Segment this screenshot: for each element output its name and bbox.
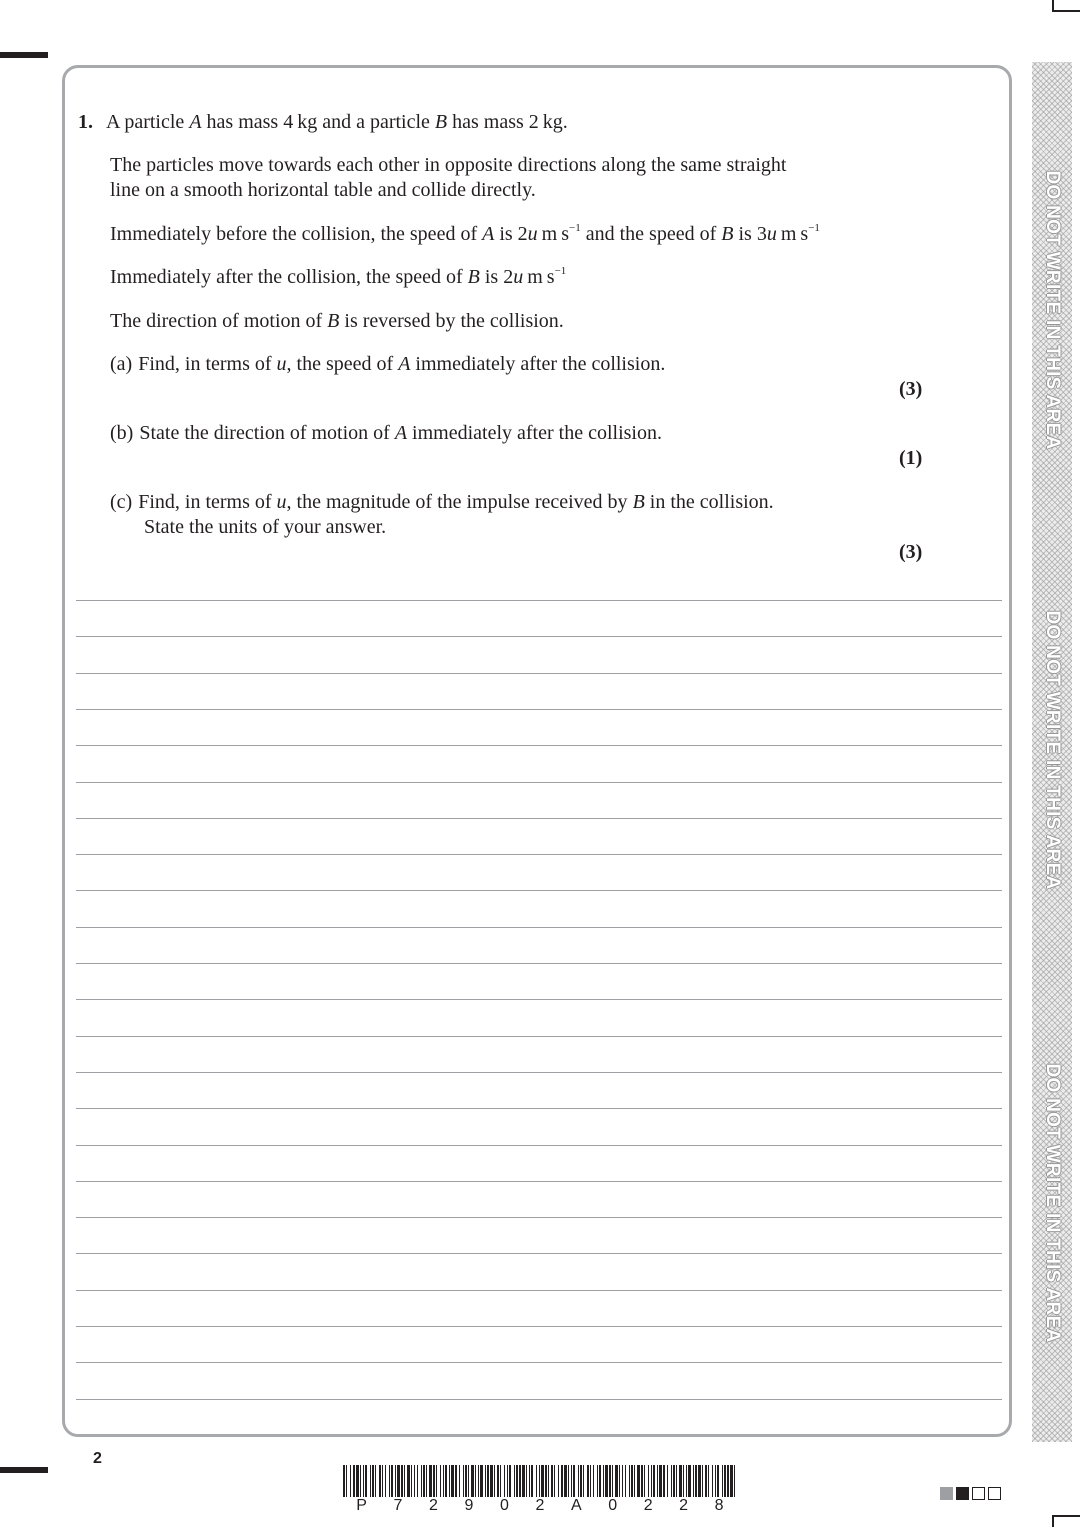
- answer-line: [76, 999, 1002, 1000]
- answer-line: [76, 600, 1002, 601]
- barcode-bar: [382, 1465, 383, 1497]
- barcode-bar: [407, 1465, 410, 1497]
- answer-line: [76, 1036, 1002, 1037]
- barcode-bar: [671, 1465, 672, 1497]
- do-not-write-notice-bottom: DO NOT WRITE IN THIS AREA: [1042, 1063, 1063, 1343]
- part-b-label: (b): [110, 422, 134, 444]
- barcode-bar: [712, 1465, 713, 1497]
- barcode-bar: [522, 1465, 525, 1497]
- barcode-bar: [545, 1465, 547, 1497]
- part-c-marks: (3): [899, 541, 923, 563]
- barcode-bar: [722, 1465, 723, 1497]
- barcode-bar: [471, 1465, 474, 1497]
- barcode-text: [343, 1497, 737, 1515]
- barcode-bar: [500, 1465, 501, 1497]
- answer-line: [76, 1290, 1002, 1291]
- barcode-bar: [676, 1465, 677, 1497]
- barcode-bar: [465, 1465, 467, 1497]
- barcode-bar: [702, 1465, 703, 1497]
- barcode-character: 0: [499, 1497, 509, 1514]
- barcode-bar: [436, 1465, 437, 1497]
- barcode-bar: [417, 1465, 418, 1497]
- page-number: 2: [93, 1450, 102, 1467]
- barcode-bar: [578, 1465, 579, 1497]
- barcode-bar: [443, 1465, 444, 1497]
- page-indicator-square-1: [940, 1487, 953, 1500]
- barcode-character: 8: [714, 1497, 724, 1514]
- barcode-bar: [597, 1465, 598, 1497]
- part-c-line-2: State the units of your answer.: [144, 516, 387, 538]
- barcode-bar: [648, 1465, 649, 1497]
- barcode-bar: [529, 1465, 530, 1497]
- crop-mark-bottom-right-vertical: [1052, 1515, 1054, 1527]
- barcode-bar: [516, 1465, 518, 1497]
- page-indicator-square-4: [988, 1487, 1001, 1500]
- answer-line: [76, 1108, 1002, 1109]
- barcode-bar: [370, 1465, 371, 1497]
- crop-mark-top-right-vertical: [1052, 0, 1054, 12]
- page-indicator-square-2: [956, 1487, 969, 1500]
- barcode-bar: [389, 1465, 390, 1497]
- barcode-bar: [497, 1465, 499, 1497]
- barcode-character: A: [570, 1497, 582, 1514]
- barcode-bar: [727, 1465, 729, 1497]
- answer-line: [76, 1072, 1002, 1073]
- barcode-bar: [531, 1465, 533, 1497]
- answer-line: [76, 709, 1002, 710]
- question-paragraph-2: Immediately before the collision, the speed of A is 2u m $s^{-1}$ and the speed of B is 3u m $s^{-1}$: [110, 222, 820, 245]
- barcode-character: P: [356, 1497, 367, 1514]
- barcode-bar: [558, 1465, 559, 1497]
- barcode-bar: [564, 1465, 567, 1497]
- barcode-bar: [451, 1465, 454, 1497]
- barcode-bar: [478, 1465, 479, 1497]
- barcode-bar: [372, 1465, 374, 1497]
- barcode-bar: [593, 1465, 594, 1497]
- question-paragraph-1: [110, 153, 786, 203]
- answer-line: [76, 1145, 1002, 1146]
- barcode-bar: [686, 1465, 687, 1497]
- barcode-bar: [590, 1465, 591, 1497]
- barcode-bar: [395, 1465, 396, 1497]
- barcode-bar: [433, 1465, 435, 1497]
- crop-mark-bottom-right-horizontal: [1052, 1515, 1080, 1517]
- barcode-bar: [612, 1465, 613, 1497]
- answer-line: [76, 636, 1002, 637]
- barcode-bar: [663, 1465, 665, 1497]
- barcode-bar: [554, 1465, 555, 1497]
- barcode-bar: [490, 1465, 493, 1497]
- answer-line: [76, 927, 1002, 928]
- barcode-bar: [375, 1465, 376, 1497]
- barcode-bar: [421, 1465, 422, 1497]
- answer-line: [76, 1217, 1002, 1218]
- barcode-bar: [715, 1465, 716, 1497]
- barcode-character: 2: [679, 1497, 689, 1514]
- barcode-bar: [468, 1465, 469, 1497]
- do-not-write-notice-middle: DO NOT WRITE IN THIS AREA: [1042, 610, 1063, 890]
- barcode-bar: [449, 1465, 450, 1497]
- answer-line: [76, 1253, 1002, 1254]
- barcode-character: 7: [393, 1497, 403, 1514]
- answer-line: [76, 818, 1002, 819]
- barcode-bar: [504, 1465, 505, 1497]
- barcode-bar: [657, 1465, 658, 1497]
- barcode-bar: [651, 1465, 652, 1497]
- barcode-bar: [514, 1465, 515, 1497]
- barcode-character: 2: [429, 1497, 438, 1514]
- crop-mark-top-left: [0, 52, 48, 58]
- barcode-bar: [644, 1465, 645, 1497]
- barcode-bar: [455, 1465, 457, 1497]
- barcode-bar: [494, 1465, 495, 1497]
- crop-mark-top-right-horizontal: [1052, 10, 1080, 12]
- page-indicator-square-3: [972, 1487, 985, 1500]
- barcode-bar: [622, 1465, 623, 1497]
- barcode-bar: [356, 1465, 359, 1497]
- barcode-bar: [653, 1465, 655, 1497]
- barcode-bar: [404, 1465, 405, 1497]
- barcode-bar: [487, 1465, 489, 1497]
- barcode-bar: [536, 1465, 537, 1497]
- question-intro: 1. A particle A has mass 4 kg and a particle B has mass 2 kg.: [78, 111, 568, 133]
- barcode-bar: [641, 1465, 643, 1497]
- part-c: (c) Find, in terms of u, the magnitude of the impulse received by B in the collision.: [110, 491, 774, 513]
- barcode-bar: [519, 1465, 521, 1497]
- answer-line: [76, 854, 1002, 855]
- barcode-bar: [679, 1465, 682, 1497]
- barcode-character: 2: [643, 1497, 653, 1514]
- barcode-bar: [480, 1465, 483, 1497]
- barcode-bar: [548, 1465, 549, 1497]
- barcode-bar: [346, 1465, 347, 1497]
- barcode-bar: [539, 1465, 540, 1497]
- barcode-bar: [568, 1465, 569, 1497]
- barcode-bar: [605, 1465, 608, 1497]
- barcode-bar: [445, 1465, 447, 1497]
- answer-line: [76, 1399, 1002, 1400]
- barcode-bar: [637, 1465, 640, 1497]
- barcode-bar: [698, 1465, 701, 1497]
- barcode-bar: [509, 1465, 511, 1497]
- barcode-bar: [717, 1465, 719, 1497]
- paragraph-1-line-2: line on a smooth horizontal table and collide directly.: [110, 179, 536, 201]
- barcode-bar: [391, 1465, 393, 1497]
- barcode-bar: [426, 1465, 427, 1497]
- barcode-bar: [414, 1465, 415, 1497]
- part-b-marks: (1): [899, 447, 923, 469]
- barcode-bar: [724, 1465, 726, 1497]
- barcode-bar: [705, 1465, 707, 1497]
- barcode-bar: [683, 1465, 684, 1497]
- barcode-bar: [463, 1465, 464, 1497]
- answer-line: [76, 745, 1002, 746]
- barcode-bar: [397, 1465, 400, 1497]
- answer-line: [76, 1326, 1002, 1327]
- paragraph-1-line-1: The particles move towards each other in opposite directions along the same straight: [110, 154, 787, 176]
- barcode-bar: [363, 1465, 364, 1497]
- barcode-bar: [693, 1465, 694, 1497]
- barcode-bar: [634, 1465, 635, 1497]
- barcode-bar: [734, 1465, 735, 1497]
- barcode-bar: [423, 1465, 425, 1497]
- barcode-bar: [583, 1465, 584, 1497]
- barcode-bar: [695, 1465, 697, 1497]
- barcode-bar: [411, 1465, 412, 1497]
- answer-line: [76, 782, 1002, 783]
- barcode-bar: [587, 1465, 589, 1497]
- barcode-bar: [667, 1465, 668, 1497]
- barcode-bar: [573, 1465, 575, 1497]
- barcode-bar: [603, 1465, 604, 1497]
- barcode-bar: [629, 1465, 630, 1497]
- barcode-bar: [561, 1465, 563, 1497]
- barcode-bar: [459, 1465, 460, 1497]
- question-paragraph-3: Immediately after the collision, the speed of B is 2u m $s^{-1}$: [110, 265, 567, 288]
- barcode-character: 0: [608, 1497, 618, 1514]
- barcode-bar: [350, 1465, 351, 1497]
- barcode-bar: [526, 1465, 527, 1497]
- barcode-bar: [385, 1465, 386, 1497]
- barcode-bar: [688, 1465, 691, 1497]
- barcode-bar: [365, 1465, 367, 1497]
- barcode-bar: [343, 1465, 345, 1497]
- barcode-bar: [507, 1465, 508, 1497]
- barcode-bar: [615, 1465, 618, 1497]
- barcode-bar: [485, 1465, 486, 1497]
- barcode-character: 2: [535, 1497, 545, 1514]
- question-paragraph-4: The direction of motion of B is reversed by the collision.: [110, 310, 564, 332]
- answer-line: [76, 1362, 1002, 1363]
- barcode-bar: [625, 1465, 626, 1497]
- do-not-write-notice-top: DO NOT WRITE IN THIS AREA: [1042, 170, 1063, 450]
- barcode-bar: [429, 1465, 432, 1497]
- answer-line: [76, 963, 1002, 964]
- answer-line: [76, 673, 1002, 674]
- part-a: (a) Find, in terms of u, the speed of A immediately after the collision.: [110, 353, 666, 375]
- barcode-bar: [673, 1465, 675, 1497]
- part-a-marks: (3): [899, 378, 923, 400]
- question-number: 1.: [78, 111, 93, 133]
- barcode-bar: [580, 1465, 582, 1497]
- barcode-bar: [631, 1465, 633, 1497]
- answer-line: [76, 890, 1002, 891]
- barcode-bar: [541, 1465, 544, 1497]
- barcode: [343, 1465, 737, 1497]
- part-c-label: (c): [110, 491, 133, 513]
- barcode-bar: [599, 1465, 601, 1497]
- barcode-bar: [440, 1465, 441, 1497]
- barcode-bar: [353, 1465, 355, 1497]
- barcode-bar: [551, 1465, 553, 1497]
- barcode-bar: [401, 1465, 403, 1497]
- barcode-bar: [379, 1465, 381, 1497]
- barcode-bar: [609, 1465, 611, 1497]
- answer-line: [76, 1181, 1002, 1182]
- barcode-bar: [708, 1465, 709, 1497]
- barcode-character: 9: [464, 1497, 474, 1514]
- part-b: (b) State the direction of motion of A immediately after the collision.: [110, 422, 662, 444]
- crop-mark-bottom-left: [0, 1467, 48, 1473]
- part-a-label: (a): [110, 353, 133, 375]
- barcode-bar: [571, 1465, 572, 1497]
- barcode-bar: [730, 1465, 733, 1497]
- barcode-bar: [475, 1465, 476, 1497]
- barcode-bar: [619, 1465, 620, 1497]
- barcode-bar: [659, 1465, 662, 1497]
- barcode-bar: [360, 1465, 361, 1497]
